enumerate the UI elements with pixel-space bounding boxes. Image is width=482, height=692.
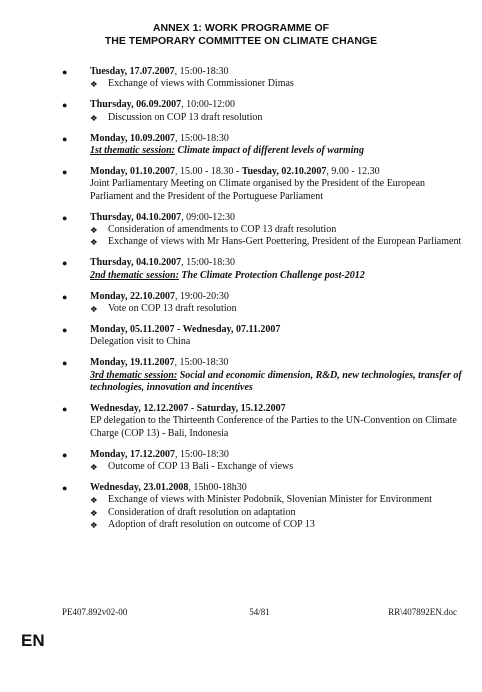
title-line-1: ANNEX 1: WORK PROGRAMME OF <box>152 22 330 34</box>
entry-time-end: , 9.00 - 12.30 <box>326 165 380 177</box>
programme-entry <box>62 291 462 316</box>
entry-date-end: Tuesday, 02.10.2007 <box>241 165 327 177</box>
entry-heading <box>90 291 462 303</box>
entry-heading <box>90 403 462 415</box>
diamond-bullet-icon: ❖ <box>90 225 98 236</box>
diamond-bullet-icon: ❖ <box>90 304 98 315</box>
programme-entry <box>62 99 462 124</box>
entry-date: Thursday, 04.10.2007 <box>90 211 182 223</box>
bullet-icon: ● <box>62 67 68 77</box>
programme-entry <box>62 257 462 282</box>
entry-time: , 15:00-18:30 <box>174 357 229 369</box>
entry-time: , 09:00-12:30 <box>181 211 236 223</box>
session-label: 3rd thematic session: <box>90 369 178 381</box>
entry-heading <box>90 166 462 178</box>
entry-subitem <box>90 494 462 506</box>
programme-entry <box>62 166 462 203</box>
session-title: Climate impact of different levels of warming <box>175 145 364 157</box>
programme-entry <box>62 449 462 474</box>
bullet-icon: ● <box>62 166 68 177</box>
programme-list <box>62 66 462 540</box>
diamond-bullet-icon: ❖ <box>90 520 98 531</box>
footer-page-number: 54/81 <box>249 607 270 617</box>
entry-subitem <box>90 112 462 124</box>
entry-time: , 15.00 - 18.30 - <box>175 165 242 177</box>
bullet-icon: ● <box>62 212 68 223</box>
subitem-text: Exchange of views with Commissioner Dimas <box>108 78 294 90</box>
programme-entry <box>62 324 462 349</box>
programme-entry <box>62 133 462 158</box>
bullet-icon: ● <box>62 483 68 494</box>
entry-heading <box>90 482 462 494</box>
footer-filename: RR\407892EN.doc <box>388 607 457 617</box>
bullet-icon: ● <box>62 325 68 335</box>
session-title: Social and economic dimension, R&D, new technologies, transfer of technologies, innovation and incentives <box>90 369 462 394</box>
entry-subitem <box>90 519 462 531</box>
entry-description: Delegation visit to China <box>90 336 191 348</box>
entry-subitem <box>90 236 462 248</box>
entry-date: Monday, 10.09.2007 <box>90 132 176 144</box>
entry-time: , 15:00-18:30 <box>175 448 229 460</box>
session-label: 1st thematic session: <box>90 145 176 157</box>
diamond-bullet-icon: ❖ <box>90 112 98 123</box>
entry-time: , 19:00-20:30 <box>175 290 229 302</box>
entry-heading <box>90 357 462 369</box>
diamond-bullet-icon: ❖ <box>90 495 98 506</box>
entry-time: , 15:00-18:30 <box>175 132 229 144</box>
subitem-text: Consideration of amendments to COP 13 draft resolution <box>108 224 337 236</box>
document-title <box>0 22 482 48</box>
bullet-icon: ● <box>62 100 68 111</box>
entry-description: EP delegation to the Thirteenth Conference of the Parties to the UN-Convention on Climate Charge (COP 13) - Bali, Indonesia <box>90 415 457 439</box>
thematic-session <box>90 270 462 282</box>
entry-date: Tuesday, 17.07.2007 <box>90 66 175 77</box>
entry-time: , 10:00-12:00 <box>181 99 236 111</box>
subitem-text: Consideration of draft resolution on adaptation <box>108 506 296 518</box>
subitem-text: Vote on COP 13 draft resolution <box>108 303 237 315</box>
entry-date: Monday, 22.10.2007 <box>90 290 176 302</box>
programme-entry <box>62 66 462 91</box>
programme-entry <box>62 482 462 532</box>
entry-subitem <box>90 461 462 473</box>
programme-entry <box>62 403 462 440</box>
subitem-text: Discussion on COP 13 draft resolution <box>108 111 263 123</box>
subitem-text: Exchange of views with Mr Hans-Gert Poettering, President of the European Parliament <box>108 236 462 248</box>
entry-time: , 15:00-18:30 <box>181 257 236 269</box>
entry-date: Wednesday, 23.01.2008 <box>90 482 189 494</box>
programme-entry <box>62 357 462 394</box>
bullet-icon: ● <box>62 258 68 269</box>
programme-entry <box>62 212 462 249</box>
thematic-session <box>90 145 462 157</box>
entry-date: Monday, 17.12.2007 <box>90 448 176 460</box>
entry-heading <box>90 212 462 224</box>
subitem-text: Exchange of views with Minister Podobnik, Slovenian Minister for Environment <box>108 494 432 506</box>
session-label: 2nd thematic session: <box>90 269 179 281</box>
bullet-icon: ● <box>62 449 68 460</box>
entry-heading <box>90 99 462 111</box>
entry-time: , 15:00-18:30 <box>174 66 229 77</box>
diamond-bullet-icon: ❖ <box>90 507 98 518</box>
diamond-bullet-icon: ❖ <box>90 79 98 90</box>
entry-heading <box>90 324 462 336</box>
diamond-bullet-icon: ❖ <box>90 237 98 248</box>
bullet-icon: ● <box>62 133 68 144</box>
diamond-bullet-icon: ❖ <box>90 462 98 473</box>
footer-reference: PE407.892v02-00 <box>62 607 128 617</box>
bullet-icon: ● <box>62 291 68 302</box>
entry-date: Wednesday, 12.12.2007 - Saturday, 15.12.2007 <box>90 403 286 415</box>
bullet-icon: ● <box>62 404 68 415</box>
entry-date: Thursday, 06.09.2007 <box>90 99 182 111</box>
entry-subitem <box>90 78 462 90</box>
entry-description: Joint Parliamentary Meeting on Climate organised by the President of the European Parliament and the President of the Portuguese Parliament <box>90 178 426 202</box>
entry-heading <box>90 66 462 78</box>
subitem-text: Adoption of draft resolution on outcome of COP 13 <box>108 519 315 531</box>
entry-heading <box>90 257 462 269</box>
entry-date: Thursday, 04.10.2007 <box>90 257 182 269</box>
entry-date: Monday, 01.10.2007 <box>90 165 176 177</box>
entry-date: Monday, 19.11.2007 <box>90 357 175 369</box>
session-title: The Climate Protection Challenge post-2012 <box>178 269 365 281</box>
entry-heading <box>90 449 462 461</box>
entry-heading <box>90 133 462 145</box>
language-code: EN <box>21 631 45 650</box>
title-line-2: THE TEMPORARY COMMITTEE ON CLIMATE CHANGE <box>104 35 378 47</box>
entry-date: Monday, 05.11.2007 - Wednesday, 07.11.2007 <box>90 324 281 335</box>
entry-time: , 15h00-18h30 <box>188 482 247 494</box>
entry-subitem <box>90 303 462 315</box>
bullet-icon: ● <box>62 358 68 369</box>
entry-subitem <box>90 224 462 236</box>
subitem-text: Outcome of COP 13 Bali - Exchange of views <box>108 461 294 473</box>
thematic-session <box>90 370 462 395</box>
entry-subitem <box>90 507 462 519</box>
